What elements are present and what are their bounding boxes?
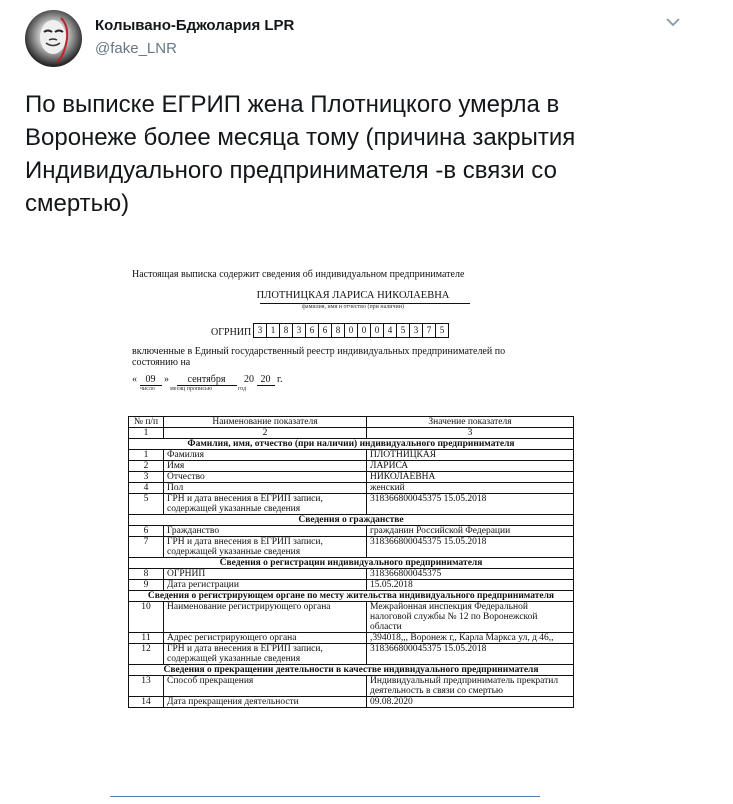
ogrnip-digit: 0 <box>370 323 384 338</box>
row-number: 6 <box>129 526 164 537</box>
date-month: сентября <box>177 374 237 386</box>
table-row <box>129 461 574 472</box>
ogrnip-digit: 5 <box>396 323 410 338</box>
row-number: 13 <box>129 676 164 697</box>
row-key: Гражданство <box>164 526 367 537</box>
date-day: 09 <box>140 374 162 386</box>
table-row <box>129 526 574 537</box>
chevron-down-icon[interactable] <box>662 14 684 30</box>
table-row <box>129 644 574 665</box>
row-number: 9 <box>129 580 164 591</box>
row-value: 318366800045375 15.05.2018 <box>367 644 574 665</box>
date-month-caption: месяц прописью <box>170 386 213 392</box>
ogrnip-label: ОГРНИП <box>211 327 252 338</box>
ogrnip-digit: 0 <box>357 323 371 338</box>
doc-included-text: включенные в Единый государственный реестр индивидуальных предпринимателей по состоянию на <box>132 346 506 368</box>
extract-table <box>128 416 574 708</box>
ogrnip-digit: 4 <box>383 323 397 338</box>
date-suffix: г. <box>277 374 283 385</box>
row-key: ГРН и дата внесения в ЕГРИП записи, содержащей указанные сведения <box>164 537 367 558</box>
row-key: Наименование регистрирующего органа <box>164 602 367 633</box>
row-key: Пол <box>164 483 367 494</box>
ogrnip-boxes <box>253 323 448 338</box>
row-value: 318366800045375 <box>367 569 574 580</box>
ogrnip-digit: 6 <box>305 323 319 338</box>
row-key: Отчество <box>164 472 367 483</box>
doc-name-caption: фамилия, имя и отчество (при наличии) <box>302 304 404 310</box>
row-number: 2 <box>129 461 164 472</box>
row-value: ,394018,,, Воронеж г,, Карла Маркса ул, д 46,, <box>367 633 574 644</box>
table-row <box>129 697 574 708</box>
row-value: 09.08.2020 <box>367 697 574 708</box>
table-row <box>129 472 574 483</box>
ogrnip-digit: 5 <box>435 323 449 338</box>
row-number: 14 <box>129 697 164 708</box>
date-year: 20 <box>257 374 275 386</box>
table-header: Наименование показателя <box>164 417 367 428</box>
table-row <box>129 494 574 515</box>
row-value: Межрайонная инспекция Федеральной налоговой службы № 12 по Воронежской области <box>367 602 574 633</box>
row-number: 3 <box>129 472 164 483</box>
ogrnip-digit: 8 <box>279 323 293 338</box>
table-cell: 2 <box>164 428 367 439</box>
row-number: 11 <box>129 633 164 644</box>
row-value: ЛАРИСА <box>367 461 574 472</box>
ogrnip-digit: 1 <box>266 323 280 338</box>
row-number: 4 <box>129 483 164 494</box>
table-row <box>129 633 574 644</box>
row-key: ГРН и дата внесения в ЕГРИП записи, содержащей указанные сведения <box>164 644 367 665</box>
table-row <box>129 569 574 580</box>
date-year-caption: год <box>238 386 247 392</box>
doc-intro: Настоящая выписка содержит сведения об индивидуальном предпринимателе <box>132 269 465 280</box>
table-row <box>129 537 574 558</box>
row-value: 318366800045375 15.05.2018 <box>367 537 574 558</box>
ogrnip-digit: 8 <box>331 323 345 338</box>
section-title: Сведения о регистрации индивидуального предпринимателя <box>129 558 574 569</box>
row-number: 7 <box>129 537 164 558</box>
row-key: Фамилия <box>164 450 367 461</box>
row-value: НИКОЛАЕВНА <box>367 472 574 483</box>
row-value: гражданин Российской Федерации <box>367 526 574 537</box>
row-number: 1 <box>129 450 164 461</box>
section-title: Сведения о гражданстве <box>129 515 574 526</box>
attached-document-image[interactable] <box>110 258 596 796</box>
row-key: Имя <box>164 461 367 472</box>
doc-date <box>132 374 282 386</box>
row-key: ОГРНИП <box>164 569 367 580</box>
row-number: 5 <box>129 494 164 515</box>
tweet-text: По выписке ЕГРИП жена Плотницкого умерла в Воронеже более месяца тому (причина закрытия Индивидуального предпринимателя -в связи со смертью) <box>25 91 576 217</box>
date-open-quote: « <box>132 374 137 385</box>
row-number: 10 <box>129 602 164 633</box>
ogrnip-digit: 7 <box>422 323 436 338</box>
divider <box>110 796 540 797</box>
section-title: Сведения о прекращении деятельности в качестве индивидуального предпринимателя <box>129 665 574 676</box>
date-close-quote: » <box>164 374 169 385</box>
row-key: Адрес регистрирующего органа <box>164 633 367 644</box>
ogrnip-digit: 3 <box>292 323 306 338</box>
row-number: 8 <box>129 569 164 580</box>
row-key: Дата регистрации <box>164 580 367 591</box>
table-cell: 3 <box>367 428 574 439</box>
table-cell: 1 <box>129 428 164 439</box>
section-title: Фамилия, имя, отчество (при наличии) индивидуального предпринимателя <box>129 439 574 450</box>
row-key: Способ прекращения <box>164 676 367 697</box>
doc-full-name: ПЛОТНИЦКАЯ ЛАРИСА НИКОЛАЕВНА <box>256 290 450 301</box>
row-value: женский <box>367 483 574 494</box>
table-colnum-row <box>129 428 574 439</box>
row-number: 12 <box>129 644 164 665</box>
table-row <box>129 483 574 494</box>
table-row <box>129 450 574 461</box>
avatar[interactable] <box>25 10 82 67</box>
table-row <box>129 580 574 591</box>
user-handle[interactable]: @fake_LNR <box>95 40 177 57</box>
row-value: ПЛОТНИЦКАЯ <box>367 450 574 461</box>
row-value: 318366800045375 15.05.2018 <box>367 494 574 515</box>
row-key: ГРН и дата внесения в ЕГРИП записи, содержащей указанные сведения <box>164 494 367 515</box>
row-value: Индивидуальный предприниматель прекратил деятельность в связи со смертью <box>367 676 574 697</box>
date-century: 20 <box>244 374 254 385</box>
ogrnip-digit: 6 <box>318 323 332 338</box>
table-header: № п/п <box>129 417 164 428</box>
section-title: Сведения о регистрирующем органе по месту жительства индивидуального предпринимателя <box>129 591 574 602</box>
ogrnip-digit: 0 <box>344 323 358 338</box>
display-name[interactable]: Колывано-Бджолария LPR <box>95 17 295 34</box>
ogrnip-digit: 3 <box>409 323 423 338</box>
date-day-caption: число <box>140 386 155 392</box>
table-header: Значение показателя <box>367 417 574 428</box>
table-row <box>129 676 574 697</box>
mask-avatar-icon <box>25 10 82 67</box>
row-value: 15.05.2018 <box>367 580 574 591</box>
table-row <box>129 602 574 633</box>
row-key: Дата прекращения деятельности <box>164 697 367 708</box>
table-header-row <box>129 417 574 428</box>
ogrnip-digit: 3 <box>253 323 267 338</box>
